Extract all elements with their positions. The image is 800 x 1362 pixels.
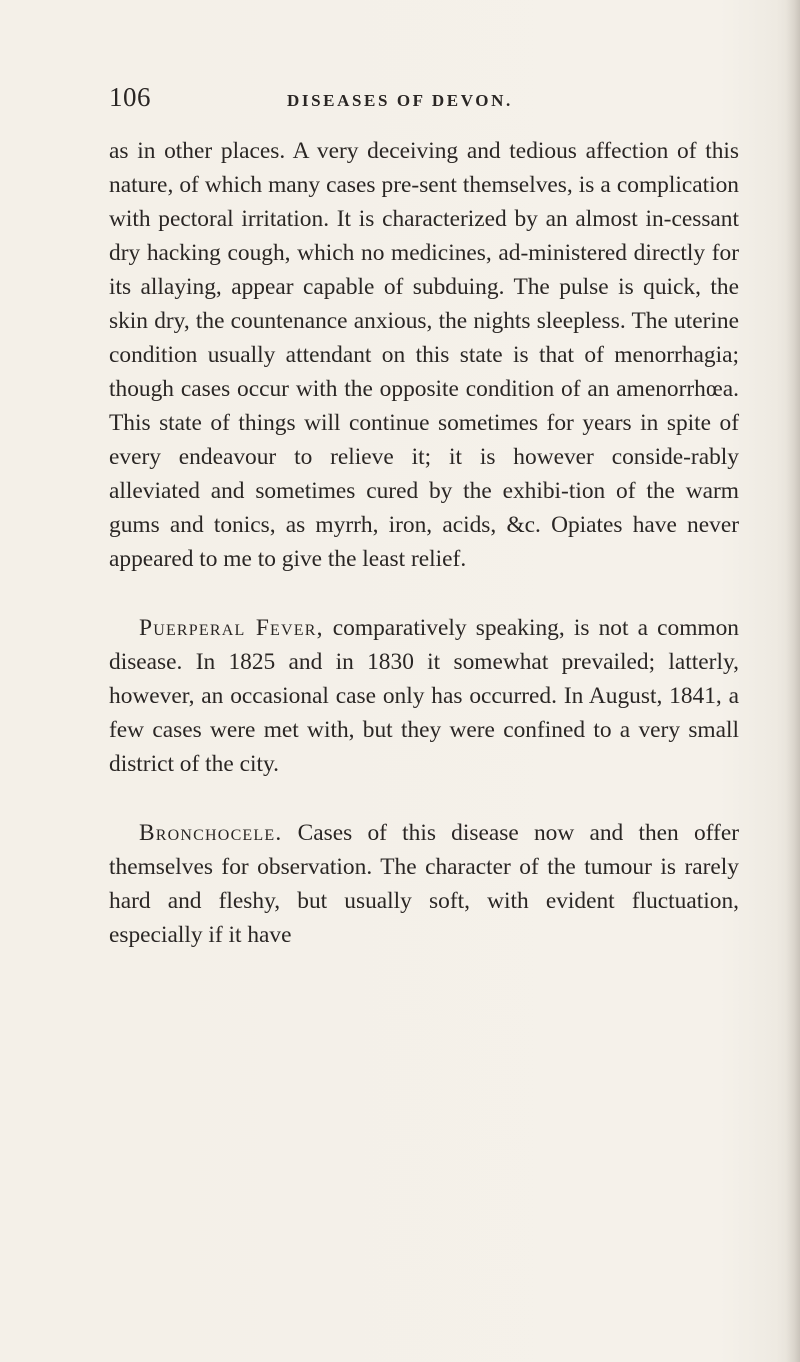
paragraph-bronchocele — [109, 816, 739, 952]
running-title: DISEASES OF DEVON. — [287, 91, 513, 110]
paragraph-text: Cases of this disease now and then offer themselves for observation. The character of the tumour is rarely hard and fleshy, but usually soft, with evident fluctuation, especially if it have — [109, 820, 739, 948]
section-heading-puerperal-fever: Puerperal Fever, — [139, 615, 324, 641]
paragraph-puerperal-fever — [109, 611, 739, 781]
paragraph-continuation — [109, 134, 739, 576]
body-text — [109, 134, 739, 952]
page-header — [109, 82, 739, 122]
page-edge-shadow — [786, 0, 800, 1362]
section-heading-bronchocele: Bronchocele. — [139, 820, 283, 846]
page-number: 106 — [109, 82, 151, 112]
paragraph-text: as in other places. A very deceiving and tedious affection of this nature, of which many cases pre-sent themselves, is a complication with pectoral irritation. It is characterized by an almost in-cessant dry hacking cough, which no medicines, ad-ministered directly for its allaying, appear capable of subduing. The pulse is quick, the skin dry, the countenance anxious, the nights sleepless. The uterine condition usually attendant on this state is that of menorrhagia; though cases occur with the opposite condition of an amenorrhœa. This state of things will continue sometimes for years in spite of every endeavour to relieve it; it is however conside-rably alleviated and sometimes cured by the exhibi-tion of the warm gums and tonics, as myrrh, iron, acids, &c. Opiates have never appeared to me to give the least relief. — [109, 138, 739, 572]
paragraph-text: comparatively speaking, is not a common disease. In 1825 and in 1830 it somewhat prevailed; latterly, however, an occasional case only has occurred. In August, 1841, a few cases were met with, but they were confined to a very small district of the city. — [109, 615, 739, 777]
